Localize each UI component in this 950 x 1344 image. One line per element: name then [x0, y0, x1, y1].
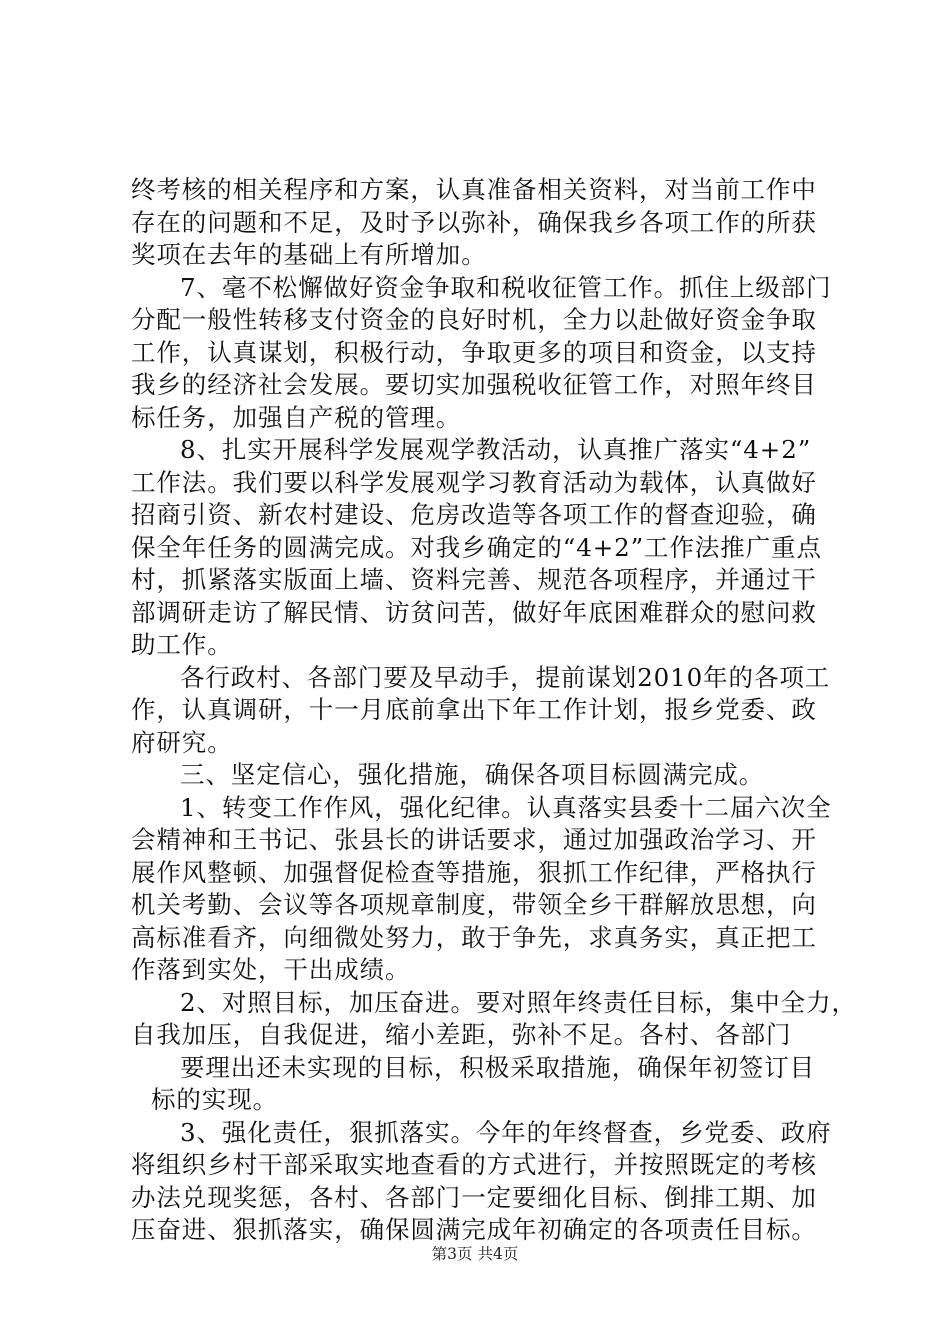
text-line: 标任务，加强自产税的管理。	[131, 402, 462, 432]
page-number-footer: 第3页 共4页	[431, 1245, 519, 1263]
text-line: 三、坚定信心，强化措施，确保各项目标圆满完成。	[180, 760, 765, 789]
text-line: 会精神和王书记、张县长的讲话要求，通过加强政治学习、开	[131, 825, 817, 854]
text-line: 要理出还未实现的目标，积极采取措施，确保年初签订目	[180, 1052, 815, 1082]
text-line: 2、对照目标，加压奋进。要对照年终责任目标，集中全力，	[180, 987, 857, 1017]
text-line: 村，抓紧落实版面上墙、资料完善、规范各项程序，并通过干	[131, 565, 817, 594]
text-line: 机关考勤、会议等各项规章制度，带领全乡干群解放思想，向	[131, 890, 817, 919]
document-body	[131, 174, 857, 1247]
text-line: 高标准看齐，向细微处努力，敢于争先，求真务实，真正把工	[131, 922, 817, 952]
text-line: 办法兑现奖惩，各村、各部门一定要细化目标、倒排工期、加	[131, 1182, 817, 1212]
text-line: 工作，认真谋划，积极行动，争取更多的项目和资金，以支持	[131, 337, 817, 367]
text-line: 3、强化责任，狠抓落实。今年的年终督查，乡党委、政府	[180, 1117, 832, 1147]
text-line: 1、转变工作作风，强化纪律。认真落实县委十二届六次全	[180, 792, 832, 822]
text-line: 各行政村、各部门要及早动手，提前谋划2010年的各项工	[180, 662, 831, 692]
text-line: 府研究。	[131, 727, 233, 757]
text-line: 压奋进、狠抓落实，确保圆满完成年初确定的各项责任目标。	[131, 1215, 817, 1244]
text-line: 分配一般性转移支付资金的良好时机，全力以赴做好资金争取	[131, 305, 817, 334]
text-line: 7、毫不松懈做好资金争取和税收征管工作。抓住上级部门	[180, 272, 832, 302]
text-line: 将组织乡村干部采取实地查看的方式进行，并按照既定的考核	[131, 1150, 817, 1179]
text-line: 作，认真调研，十一月底前拿出下年工作计划，报乡党委、政	[131, 695, 817, 724]
text-line: 作落到实处，干出成绩。	[131, 955, 411, 984]
text-line: 招商引资、新农村建设、危房改造等各项工作的督查迎验，确	[131, 500, 817, 529]
text-line: 部调研走访了解民情、访贫问苦，做好年底困难群众的慰问救	[131, 597, 817, 627]
text-line: 助工作。	[131, 630, 233, 659]
text-line: 工作法。我们要以科学发展观学习教育活动为载体，认真做好	[131, 467, 817, 497]
text-line: 终考核的相关程序和方案，认真准备相关资料，对当前工作中	[131, 175, 817, 204]
text-line: 奖项在去年的基础上有所增加。	[131, 240, 487, 269]
text-line: 8、扎实开展科学发展观学教活动，认真推广落实“4+2”	[180, 435, 812, 464]
text-line: 自我加压，自我促进，缩小差距，弥补不足。各村、各部门	[131, 1020, 792, 1049]
text-line: 存在的问题和不足，及时予以弥补，确保我乡各项工作的所获	[131, 207, 817, 237]
text-line: 我乡的经济社会发展。要切实加强税收征管工作，对照年终目	[131, 370, 817, 399]
text-line: 展作风整顿、加强督促检查等措施，狠抓工作纪律，严格执行	[131, 857, 817, 887]
text-line: 标的实现。	[151, 1085, 278, 1114]
text-line: 保全年任务的圆满完成。对我乡确定的“4+2”工作法推广重点	[131, 532, 822, 562]
